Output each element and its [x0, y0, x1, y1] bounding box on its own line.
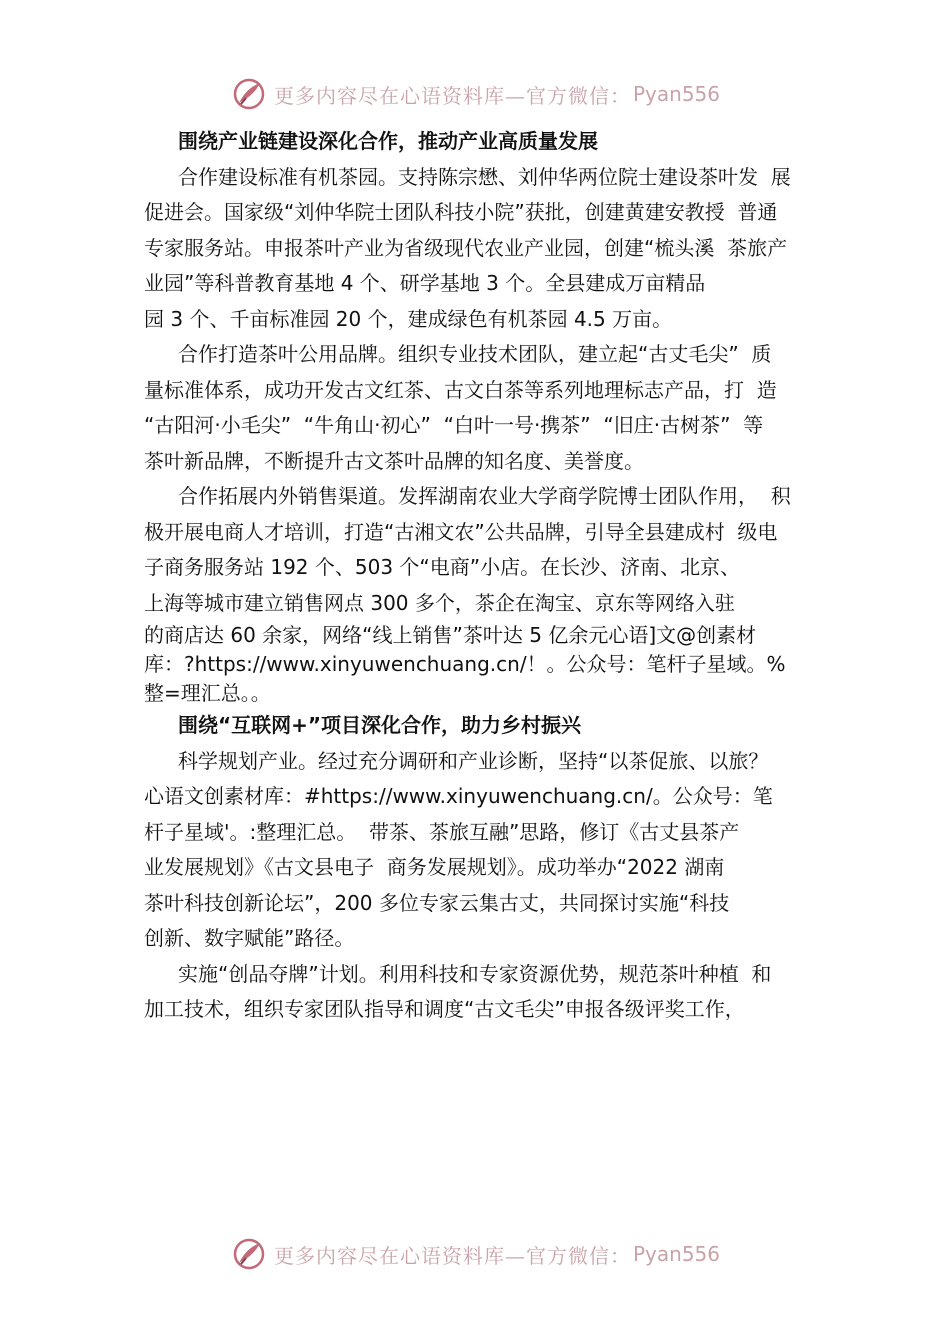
paragraph-line: 茶叶科技创新论坛”，200 多位专家云集古丈，共同探讨实施“科技	[144, 890, 730, 915]
paragraph-line: 实施“创品夺牌”计划。利用科技和专家资源优势，规范茶叶种植 和	[178, 961, 772, 986]
paragraph-line: 业发展规划》《古文县电子 商务发展规划》。成功举办“2022 湖南	[144, 855, 725, 879]
paragraph-line: “古阳河·小毛尖” “牛角山·初心” “白叶一号·携茶” “旧庄·古树茶” 等	[144, 413, 764, 437]
paragraph-line: 极开展电商人才培训，打造“古湘文农”公共品牌，引导全县建成村 级电	[144, 519, 778, 544]
paragraph-line: 子商务服务站 192 个、503 个“电商”小店。在长沙、济南、北京、	[144, 555, 741, 579]
paragraph-line: 合作建设标准有机茶园。支持陈宗懋、刘仲华两位院士建设茶叶发 展	[178, 164, 791, 189]
paragraph-line: 专家服务站。申报茶叶产业为省级现代农业产业园，创建“梳头溪 茶旅产	[144, 235, 788, 260]
paragraph-line: 促进会。国家级“刘仲华院士团队科技小院”获批，创建黄建安教授 普通	[144, 200, 778, 224]
paragraph-line: 整=理汇总。。	[144, 681, 271, 705]
paragraph-line: 加工技术，组织专家团队指导和调度“古文毛尖”申报各级评奖工作，	[144, 997, 745, 1021]
section-heading-industry-chain: 围绕产业链建设深化合作，推动产业高质量发展	[178, 129, 598, 153]
paragraph-line: 合作打造茶叶公用品牌。组织专业技术团队，建立起“古丈毛尖” 质	[178, 342, 772, 366]
watermark-text: 更多内容尽在心语资料库—官方微信：	[274, 83, 631, 108]
paragraph-line: 科学规划产业。经过充分调研和产业诊断，坚持“以茶促旅、以旅？	[178, 748, 769, 773]
section-heading-internet-plus: 围绕“互联网+”项目深化合作，助力乡村振兴	[178, 713, 582, 737]
quill-logo-icon	[232, 1237, 266, 1271]
paragraph-line: 园 3 个、千亩标准园 20 个，建成绿色有机茶园 4.5 万亩。	[144, 306, 673, 331]
paragraph-line: 业园”等科普教育基地 4 个、研学基地 3 个。全县建成万亩精品	[144, 271, 706, 295]
watermark-text: 更多内容尽在心语资料库—官方微信：	[274, 1243, 631, 1268]
watermark-wechat-id: Pyan556	[633, 82, 721, 106]
paragraph-line: 茶叶新品牌，不断提升古文茶叶品牌的知名度、美誉度。	[144, 448, 644, 473]
quill-logo-icon	[232, 77, 266, 111]
paragraph-line: 创新、数字赋能”路径。	[144, 926, 355, 950]
paragraph-line: 量标准体系，成功开发古文红茶、古文白茶等系列地理标志产品，打 造	[144, 377, 777, 402]
paragraph-line: 的商店达 60 余家，网络“线上销售”茶叶达 5 亿余元心语]文@创素材	[144, 623, 757, 647]
document-body	[144, 124, 834, 1028]
paragraph-line: 库：?https://www.xinyuwenchuang.cn/！。公众号：笔杆子星域。%	[144, 652, 786, 676]
paragraph-line: 心语文创素材库：#https://www.xinyuwenchuang.cn/。公众号：笔	[144, 784, 773, 808]
paragraph-line: 杆子星域'。:整理汇总。 带茶、茶旅互融”思路，修订《古丈县茶产	[144, 819, 740, 844]
watermark-wechat-id: Pyan556	[633, 1242, 721, 1266]
paragraph-line: 上海等城市建立销售网点 300 多个，茶企在淘宝、京东等网络入驻	[144, 590, 735, 615]
header-watermark	[232, 74, 720, 114]
paragraph-line: 合作拓展内外销售渠道。发挥湖南农业大学商学院博士团队作用， 积	[178, 484, 791, 508]
footer-watermark	[232, 1234, 720, 1274]
